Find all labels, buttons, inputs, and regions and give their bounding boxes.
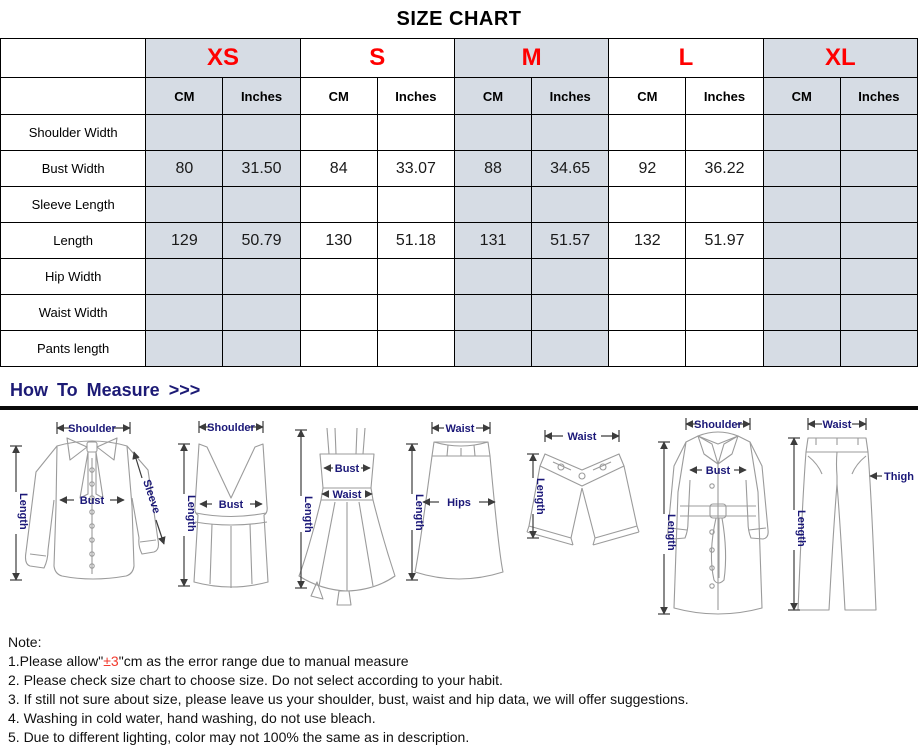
value-cell bbox=[763, 295, 840, 331]
dress-waist-label: Waist bbox=[332, 489, 362, 501]
blouse-bust-label: Bust bbox=[79, 495, 105, 507]
unit-header-inches: Inches bbox=[377, 78, 454, 115]
coat-drawing bbox=[652, 414, 784, 626]
table-row bbox=[1, 223, 918, 259]
value-cell: 132 bbox=[609, 223, 686, 259]
measure-diagrams bbox=[0, 410, 918, 628]
coat-bust-label: Bust bbox=[705, 465, 730, 477]
skirt-drawing bbox=[403, 414, 515, 616]
value-cell: 84 bbox=[300, 151, 377, 187]
note-item-4: 4. Washing in cold water, hand washing, do not use bleach. bbox=[8, 710, 376, 726]
shorts-drawing bbox=[515, 414, 651, 616]
blouse-sleeve-label: Sleeve bbox=[140, 478, 163, 516]
value-cell bbox=[763, 187, 840, 223]
value-cell: 51.18 bbox=[377, 223, 454, 259]
corner-cell bbox=[1, 39, 146, 78]
value-cell bbox=[840, 223, 917, 259]
value-cell bbox=[454, 331, 531, 367]
value-cell bbox=[377, 259, 454, 295]
value-cell bbox=[840, 151, 917, 187]
row-label: Pants length bbox=[1, 331, 146, 367]
error-range-highlight: ±3 bbox=[103, 653, 119, 669]
value-cell bbox=[840, 295, 917, 331]
row-label: Length bbox=[1, 223, 146, 259]
value-cell bbox=[223, 187, 300, 223]
value-cell bbox=[454, 115, 531, 151]
notes-heading: Note: bbox=[8, 634, 42, 650]
value-cell bbox=[146, 115, 223, 151]
pants-waist-label: Waist bbox=[822, 419, 852, 431]
unit-header-inches: Inches bbox=[840, 78, 917, 115]
value-cell: 131 bbox=[454, 223, 531, 259]
value-cell bbox=[686, 331, 763, 367]
value-cell bbox=[532, 115, 609, 151]
value-cell: 129 bbox=[146, 223, 223, 259]
value-cell bbox=[300, 295, 377, 331]
note-item-2: 2. Please check size chart to choose size. Do not select according to your habit. bbox=[8, 672, 503, 688]
value-cell bbox=[840, 259, 917, 295]
page-title: SIZE CHART bbox=[396, 8, 522, 30]
coat-shoulder-label: Shoulder bbox=[693, 419, 742, 431]
value-cell bbox=[223, 259, 300, 295]
table-row bbox=[1, 259, 918, 295]
value-cell: 33.07 bbox=[377, 151, 454, 187]
note-item-5: 5. Due to different lighting, color may not 100% the same as in description. bbox=[8, 729, 470, 745]
value-cell: 80 bbox=[146, 151, 223, 187]
unit-header-inches: Inches bbox=[223, 78, 300, 115]
skirt-hips-label: Hips bbox=[447, 497, 471, 509]
value-cell bbox=[454, 295, 531, 331]
note-item-1: 1.Please allow"±3"cm as the error range due to manual measure bbox=[8, 653, 409, 669]
corner-cell bbox=[1, 78, 146, 115]
size-header-xl: XL bbox=[763, 39, 917, 78]
vest-length-label: Length bbox=[185, 495, 198, 532]
value-cell bbox=[300, 259, 377, 295]
value-cell bbox=[840, 187, 917, 223]
size-chart-table bbox=[0, 38, 918, 367]
value-cell bbox=[223, 295, 300, 331]
value-cell: 51.97 bbox=[686, 223, 763, 259]
note-item-3: 3. If still not sure about size, please leave us your shoulder, bust, waist and hip data, we will offer suggestions. bbox=[8, 691, 689, 707]
value-cell bbox=[223, 115, 300, 151]
unit-header-inches: Inches bbox=[686, 78, 763, 115]
value-cell bbox=[532, 259, 609, 295]
coat-length-label: Length bbox=[664, 514, 677, 551]
value-cell bbox=[377, 295, 454, 331]
size-header-s: S bbox=[300, 39, 454, 78]
value-cell bbox=[146, 331, 223, 367]
value-cell bbox=[763, 331, 840, 367]
value-cell bbox=[146, 187, 223, 223]
value-cell bbox=[300, 187, 377, 223]
vest-shoulder-label: Shoulder bbox=[207, 422, 256, 434]
dress-bust-label: Bust bbox=[334, 463, 359, 475]
value-cell bbox=[146, 295, 223, 331]
value-cell bbox=[763, 259, 840, 295]
value-cell bbox=[763, 115, 840, 151]
value-cell bbox=[377, 115, 454, 151]
value-cell bbox=[532, 295, 609, 331]
value-cell bbox=[763, 151, 840, 187]
row-label: Waist Width bbox=[1, 295, 146, 331]
unit-header-inches: Inches bbox=[532, 78, 609, 115]
value-cell: 31.50 bbox=[223, 151, 300, 187]
table-row bbox=[1, 331, 918, 367]
unit-header-cm: CM bbox=[763, 78, 840, 115]
value-cell bbox=[223, 331, 300, 367]
value-cell bbox=[609, 331, 686, 367]
dress-drawing bbox=[291, 414, 403, 616]
size-header-xs: XS bbox=[146, 39, 300, 78]
unit-header-cm: CM bbox=[300, 78, 377, 115]
row-label: Shoulder Width bbox=[1, 115, 146, 151]
vest-drawing bbox=[172, 414, 290, 616]
value-cell bbox=[686, 115, 763, 151]
skirt-length-label: Length bbox=[412, 494, 425, 531]
value-cell bbox=[532, 331, 609, 367]
value-cell bbox=[686, 295, 763, 331]
row-label: Hip Width bbox=[1, 259, 146, 295]
value-cell bbox=[609, 187, 686, 223]
table-row bbox=[1, 151, 918, 187]
value-cell bbox=[763, 223, 840, 259]
value-cell: 92 bbox=[609, 151, 686, 187]
value-cell: 88 bbox=[454, 151, 531, 187]
how-to-measure-heading: How To Measure >>> bbox=[10, 380, 201, 400]
unit-header-cm: CM bbox=[609, 78, 686, 115]
value-cell bbox=[532, 187, 609, 223]
value-cell bbox=[609, 259, 686, 295]
value-cell bbox=[609, 295, 686, 331]
value-cell bbox=[609, 115, 686, 151]
value-cell bbox=[377, 187, 454, 223]
table-row bbox=[1, 295, 918, 331]
table-row bbox=[1, 187, 918, 223]
pants-thigh-label: Thigh bbox=[883, 471, 914, 483]
blouse-drawing bbox=[2, 414, 172, 616]
value-cell: 34.65 bbox=[532, 151, 609, 187]
row-label: Bust Width bbox=[1, 151, 146, 187]
value-cell: 130 bbox=[300, 223, 377, 259]
value-cell bbox=[686, 259, 763, 295]
blouse-shoulder-label: Shoulder bbox=[68, 423, 116, 435]
value-cell bbox=[840, 115, 917, 151]
unit-header-cm: CM bbox=[146, 78, 223, 115]
shorts-length-label: Length bbox=[534, 478, 547, 515]
value-cell bbox=[377, 331, 454, 367]
shorts-waist-label: Waist bbox=[567, 431, 597, 443]
value-cell bbox=[454, 187, 531, 223]
row-label: Sleeve Length bbox=[1, 187, 146, 223]
value-cell: 50.79 bbox=[223, 223, 300, 259]
pants-drawing bbox=[784, 414, 916, 626]
size-header-l: L bbox=[609, 39, 763, 78]
value-cell bbox=[840, 331, 917, 367]
size-header-m: M bbox=[454, 39, 608, 78]
table-row bbox=[1, 115, 918, 151]
vest-bust-label: Bust bbox=[219, 499, 244, 511]
value-cell bbox=[300, 331, 377, 367]
value-cell: 51.57 bbox=[532, 223, 609, 259]
blouse-length-label: Length bbox=[17, 493, 29, 530]
value-cell bbox=[300, 115, 377, 151]
dress-length-label: Length bbox=[301, 496, 314, 533]
pants-length-label: Length bbox=[794, 510, 807, 547]
value-cell bbox=[146, 259, 223, 295]
notes-section bbox=[0, 628, 918, 747]
skirt-waist-label: Waist bbox=[445, 423, 475, 435]
value-cell bbox=[454, 259, 531, 295]
value-cell bbox=[686, 187, 763, 223]
value-cell: 36.22 bbox=[686, 151, 763, 187]
unit-header-cm: CM bbox=[454, 78, 531, 115]
